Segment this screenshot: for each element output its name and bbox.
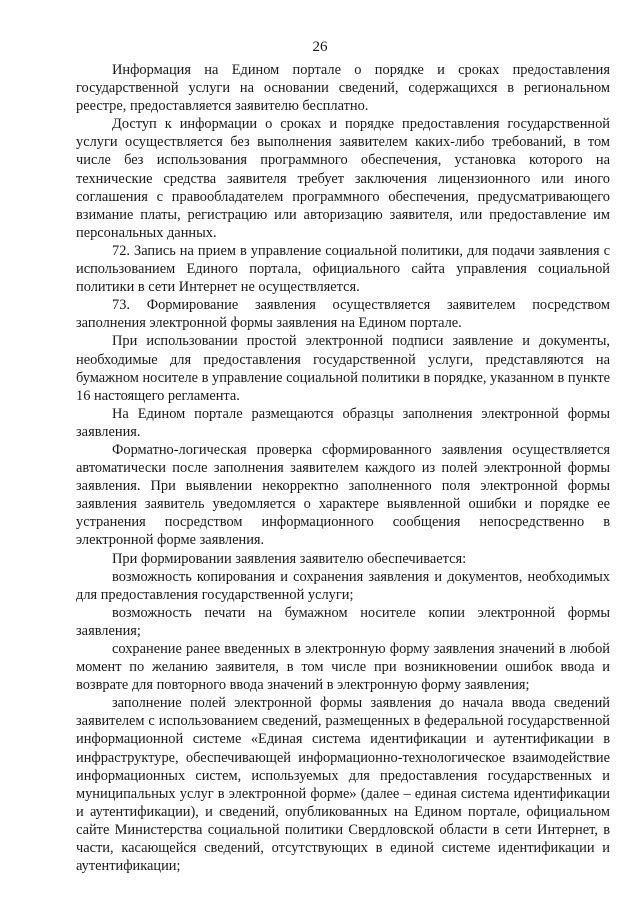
list-item-copy-save: возможность копирования и сохранения заявления и документов, необходимых для предоставления государственной услуги; <box>76 568 610 603</box>
paragraph-access-info: Доступ к информации о сроках и порядке предоставления государственной услуги осуществляется без выполнения заявителем каких-либо требований, в том числе без использования программного обеспечения, установка которого на технические средства заявителя требует заключения лицензионного или иного соглашения с правообладателем программного обеспечения, предусматривающего взимание платы, регистрацию или авторизацию заявителя, или предоставление им персональных данных. <box>76 116 610 241</box>
paragraph-format-check: Форматно-логическая проверка сформированного заявления осуществляется автоматически после заполнения заявителем каждого из полей электронной формы заявления. При выявлении некорректно заполненного поля электронной формы заявления заявитель уведомляется о характере выявленной ошибки и порядке ее устранения посредством информационного сообщения непосредственно в электронной форме заявления. <box>76 441 610 549</box>
document-body <box>76 61 610 875</box>
paragraph-info-free: Информация на Едином портале о порядке и сроках предоставления государственной услуги на основании сведений, содержащихся в региональном реестре, предоставляется заявителю бесплатно. <box>76 62 610 115</box>
page-number: 26 <box>312 39 328 55</box>
paragraph-form-samples: На Едином портале размещаются образцы заполнения электронной формы заявления. <box>76 405 610 440</box>
paragraph-simple-signature: При использовании простой электронной подписи заявление и документы, необходимые для предоставления государственной услуги, представляются на бумажном носителе в управление социальной политики в порядке, указанном в пункте 16 настоящего регламента. <box>76 333 610 404</box>
paragraph-provided-list-intro: При формировании заявления заявителю обеспечивается: <box>112 550 467 567</box>
list-item-save-values: сохранение ранее введенных в электронную форму заявления значений в любой момент по желанию заявителя, в том числе при возникновении ошибок ввода и возврате для повторного ввода значений в электронную форму заявления; <box>76 641 610 694</box>
list-item-print: возможность печати на бумажном носителе копии электронной формы заявления; <box>76 604 610 639</box>
paragraph-item-72: 72. Запись на прием в управление социальной политики, для подачи заявления с использованием Единого портала, официального сайта управления социальной политики в сети Интернет не осуществляется. <box>76 242 610 296</box>
list-item-prefill: заполнение полей электронной формы заявления до начала ввода сведений заявителем с использованием сведений, размещенных в федеральной государственной информационной системе «Единая система идентификации и аутентификации в инфраструктуре, обеспечивающей информационно-технологическое взаимодействие информационных систем, используемых для предоставления государственных и муниципальных услуг в электронной форме» (далее – единая система идентификации и аутентификации), и сведений, опубликованных на Едином портале, официальном сайте Министерства социальной политики Свердловской области в сети Интернет, в части, касающейся сведений, отсутствующих в единой системе идентификации и аутентификации; <box>76 695 610 875</box>
paragraph-item-73: 73. Формирование заявления осуществляется заявителем посредством заполнения электронной формы заявления на Едином портале. <box>76 297 610 332</box>
